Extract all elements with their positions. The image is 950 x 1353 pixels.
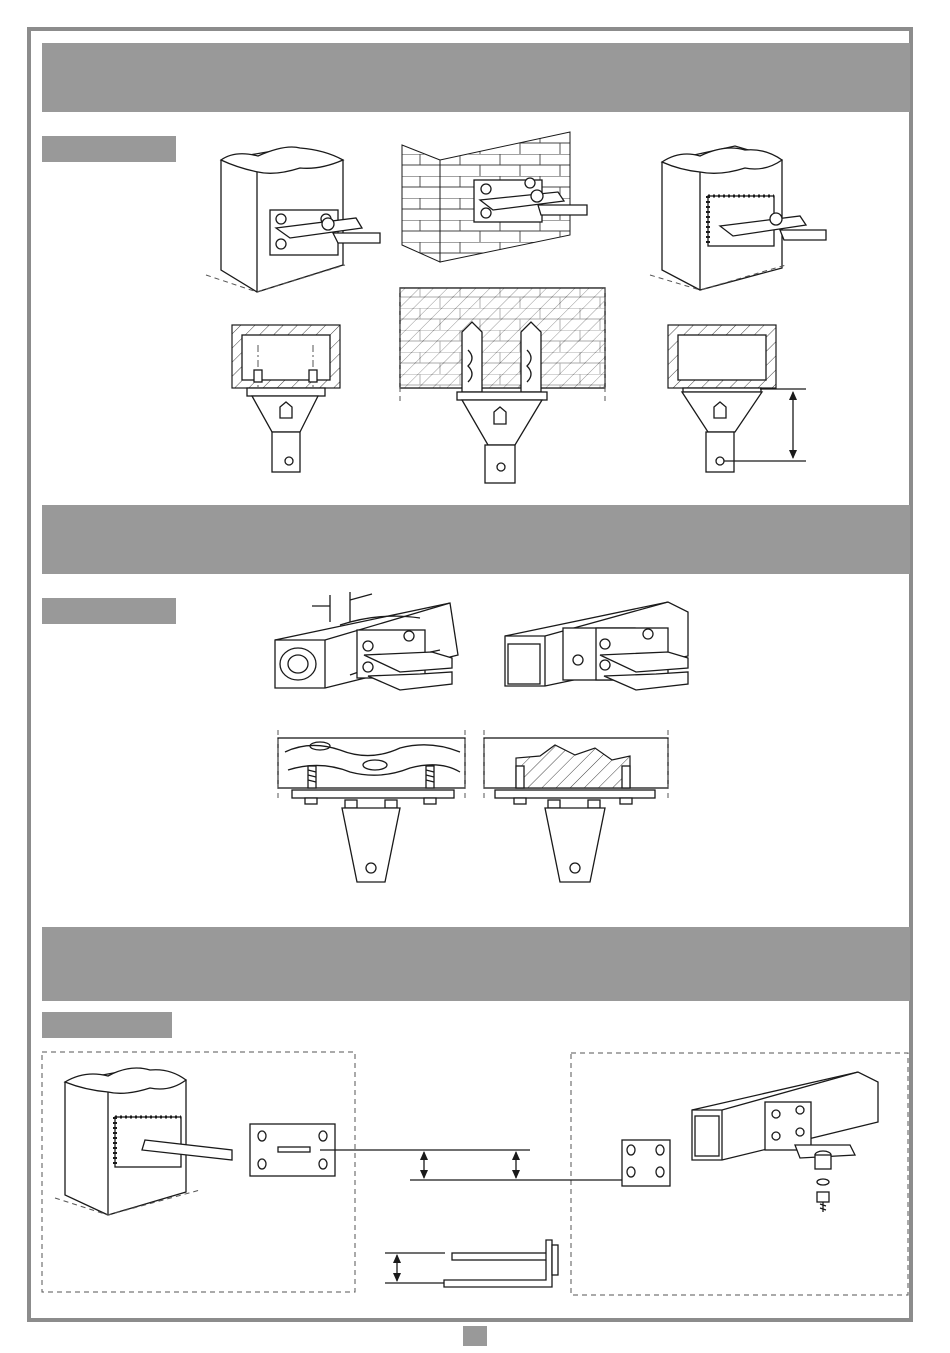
bracket-on-brick-wall	[402, 132, 587, 262]
plate-drilling-template	[250, 1124, 670, 1186]
bracket-on-steel-tube	[505, 602, 688, 690]
pillar-section-with-screws	[232, 325, 340, 472]
steel-post-section-welded	[668, 325, 806, 472]
bracket-on-wooden-beam	[275, 592, 458, 690]
plate-on-steel-tube	[692, 1072, 878, 1212]
wall-section-with-anchors	[400, 288, 605, 483]
steel-section-with-screws	[484, 730, 668, 882]
bracket-welded-on-steel-post	[650, 146, 826, 290]
bracket-on-masonry-pillar	[206, 147, 380, 292]
angle-bracket-profile	[385, 1240, 558, 1287]
wood-section-with-screws	[278, 730, 465, 882]
welded-plate-on-post	[55, 1068, 232, 1215]
